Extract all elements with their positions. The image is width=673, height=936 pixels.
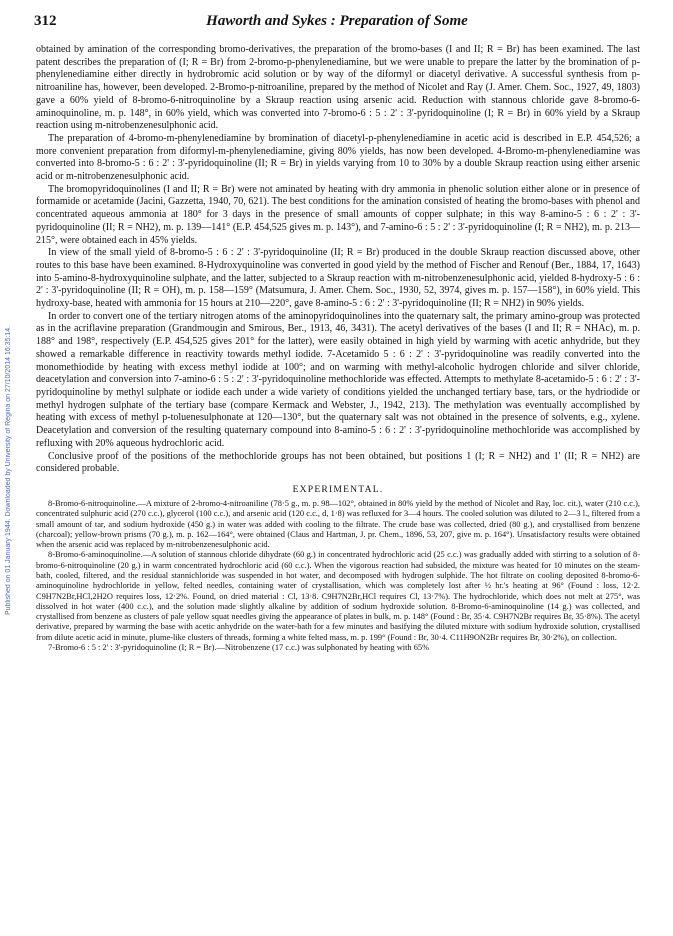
- running-title: Haworth and Sykes : Preparation of Some: [206, 13, 468, 29]
- body-paragraph: The preparation of 4-bromo-m-phenylenediamine by bromination of diacetyl-p-phenylenediamine in acetic acid is described in E.P. 454,526; a more convenient preparation from diformyl-m-phenylenediamine, giving 80% yields, has now been developed. 4-Bromo-m-phenylenediamine was converted into 8-bromo-5 : 6 : 2' : 3'-pyridoquinoline (II; R = Br) in yields varying from 10 to 30% by a double Skraup reaction using either arsenic acid or m-nitrobenzenesulphonic acid.: [36, 132, 640, 183]
- experimental-heading: EXPERIMENTAL.: [292, 483, 384, 495]
- page-number: 312: [34, 13, 57, 29]
- body-paragraph: Conclusive proof of the positions of the methochloride groups has not been obtained, but positions 1 (I; R = NH2) and 1' (II; R = NH2) are considered probable.: [36, 450, 640, 475]
- body-paragraph: obtained by amination of the corresponding bromo-derivatives, the preparation of the bromo-bases (I and II; R = Br) has been examined. The last patent describes the preparation of (I; R = Br) from 2-bromo-p-phenylenediamine, but we were unable to prepare the latter by the bromination of p-phenylenediamine either directly in hydrobromic acid solution or by way of the diformyl or diacetyl derivative. A successful synthesis from p-nitroaniline has, however, been developed. 2-Bromo-p-nitroaniline, prepared by the method of Nicolet and Ray (J. Amer. Chem. Soc., 1927, 49, 1803) gave a 60% yield of 8-bromo-6-nitroquinoline by a Skraup reaction using arsenic acid. Reduction with stannous chloride gave 8-bromo-6-aminoquinoline, m. p. 148°, in 60% yield, which was converted into 7-bromo-6 : 5 : 2' : 3'-pyridoquinoline (I; R = Br) in 60% yield by a Skraup reaction using m-nitrobenzenesulphonic acid.: [36, 44, 640, 132]
- experimental-paragraph: 8-Bromo-6-aminoquinoline.—A solution of stannous chloride dihydrate (60 g.) in concentrated hydrochloric acid (25 c.c.) was gradually added with stirring to a solution of 8-bromo-6-nitroquinoline (20 g.) in warm concentrated hydrochloric acid (60 c.c.). When the vigorous reaction had subsided, the mixture was heated for 10 minutes on the steam-bath, cooled, filtered, and the residual stannichloride was suspended in hot water, and decomposed with hydrogen sulphide. The hot filtrate on cooling deposited 8-bromo-6-aminoquinoline hydrochloride in yellow, felted needles, containing water of crystallisation, which was completely lost after ½ hr.'s heating at 96° (Found : loss, 12·2. C9H7N2Br,HCl,2H2O requires loss, 12·2%. Found, on dried material : Cl, 13·8. C9H7N2Br,HCl requires Cl, 13·7%). The hydrochloride, which does not melt at 275°, was dissolved in hot water (400 c.c.), and the solution made slightly alkaline by addition of sodium hydroxide solution. 8-Bromo-6-aminoquinoline (14 g.) was collected, and crystallised from benzene as clusters of pale yellow squat needles giving the appearance of plates in bulk, m. p. 148° (Found : Br, 35·4. C9H7N2Br requires Br, 35·8%). The acetyl derivative, prepared by warming the base with acetic anhydride on the water-bath for a few minutes and basifying the diluted mixture with sodium hydroxide solution, crystallised from dilute acetic acid in minute, plume-like clusters of threads, forming a white felted mass, m. p. 199° (Found : Br, 30·4. C11H9ON2Br requires Br, 30·2%), on collection.: [36, 550, 640, 642]
- page-header: [34, 13, 640, 33]
- download-notice: Published on 01 January 1944. Downloaded by University of Regina on 27/10/2014 16:35:14.: [5, 325, 12, 615]
- body-paragraph: In order to convert one of the tertiary nitrogen atoms of the aminopyridoquinolines into the quaternary salt, the primary amino-group was protected as in the acriflavine preparation (Grandmougin and Smirous, Ber., 1913, 46, 3431). The acetyl derivatives of the bases (I and II; R = NHAc), m. p. 188° and 198°, respectively (E.P. 454,525 gives 201° for the latter), were easily obtained in high yield by warming with acetic anhydride, but they showed a remarkable difference in reactivity towards methyl iodide. 7-Acetamido 5 : 6 : 2' : 3'-pyridoquinoline was readily converted into the monomethiodide by heating with excess methyl iodide at 100°; and on warming with methyl-alcoholic hydrogen chloride and silver chloride, deacetylation and conversion into 7-amino-6 : 5 : 2' : 3'-pyridoquinoline methochloride was effected. Attempts to methylate 8-acetamido-5 : 6 : 2' : 3'-pyridoquinoline by methyl sulphate or iodide each under a wide variety of conditions yielded the unchanged tertiary base, tars, or the hydriodide or methyl hydrogen sulphate of the tertiary base (compare Kermack and Webster, J., 1942, 213). The methylation was eventually accomplished by heating with excess of methyl p-toluenesulphonate at 120—130°, but the quaternary salt was not obtained in the presence of solvents, e.g., xylene. Deacetylation and conversion of the resulting quaternary compound into 8-amino-5 : 6 : 2' : 3'-pyridoquinoline methochloride was accomplished by refluxing with 20% aqueous hydrochloric acid.: [36, 310, 640, 449]
- experimental-paragraph: 7-Bromo-6 : 5 : 2' : 3'-pyridoquinoline (I; R = Br).—Nitrobenzene (17 c.c.) was sulphonated by heating with 65%: [48, 643, 430, 653]
- body-paragraph: In view of the small yield of 8-bromo-5 : 6 : 2' : 3'-pyridoquinoline (II; R = Br) produced in the double Skraup reaction discussed above, other routes to this base have been examined. 8-Hydroxyquinoline was converted in good yield by the method of Fischer and Renouf (Ber., 1884, 17, 1643) into 5-amino-8-hydroxyquinoline sulphate, and the latter, subjected to a Skraup reaction with m-nitrobenzenesulphonic acid, yielded 8-hydroxy-5 : 6 : 2' : 3'-pyridoquinoline (II; R = OH), m. p. 158—159° (Matsumura, J. Amer. Chem. Soc., 1930, 52, 3974, gives m. p. 157—158°), in 60% yield. This hydroxy-base, heated with ammonia for 15 hours at 210—220°, gave 8-amino-5 : 6 : 2' : 3'-pyridoquinoline (II; R = NH2) in 90% yields.: [36, 247, 640, 310]
- body-paragraph: The bromopyridoquinolines (I and II; R = Br) were not aminated by heating with dry ammonia in phenolic solution either alone or in presence of formamide or acetamide (Jacini, Gazzetta, 1940, 70, 621). The best conditions for the amination consisted of heating the bromo-bases with phenol and concentrated aqueous ammonia at 180° for 3 days in the presence of small amounts of copper sulphate; in this way 8-amino-5 : 6 : 2' : 3'-pyridoquinoline (II; R = NH2), m. p. 139—141° (E.P. 454,525 gives m. p. 143°), and 7-amino-6 : 5 : 2' : 3'-pyridoquinoline (I; R = NH2), m. p. 213—215°, were obtained each in 45% yields.: [36, 183, 640, 246]
- main-text: [36, 44, 640, 653]
- experimental-paragraph: 8-Bromo-6-nitroquinoline.—A mixture of 2-bromo-4-nitroaniline (78·5 g., m. p. 98—102°, obtained in 80% yield by the method of Nicolet and Ray, loc. cit.), water (210 c.c.), concentrated sulphuric acid (270 c.c.), glycerol (100 c.c.), and arsenic acid (120 c.c., d, 1·8) was refluxed for 3—4 hours. The cooled solution was diluted to 2—3 l., filtered from a small amount of tar, and sodium hydroxide (450 g.) in water was added with cooling to the filtrate. The crude base was collected, dried (80 g.), and crystallised from benzene (charcoal); yellow-brown prisms (70 g.), m. p. 162—164°, were obtained (Claus and Hartman, J. pr. Chem., 1896, 53, 207, give m. p. 164°). Unsatisfactory results were obtained when the arsenic acid was replaced by m-nitrobenzenesulphonic acid.: [36, 498, 640, 550]
